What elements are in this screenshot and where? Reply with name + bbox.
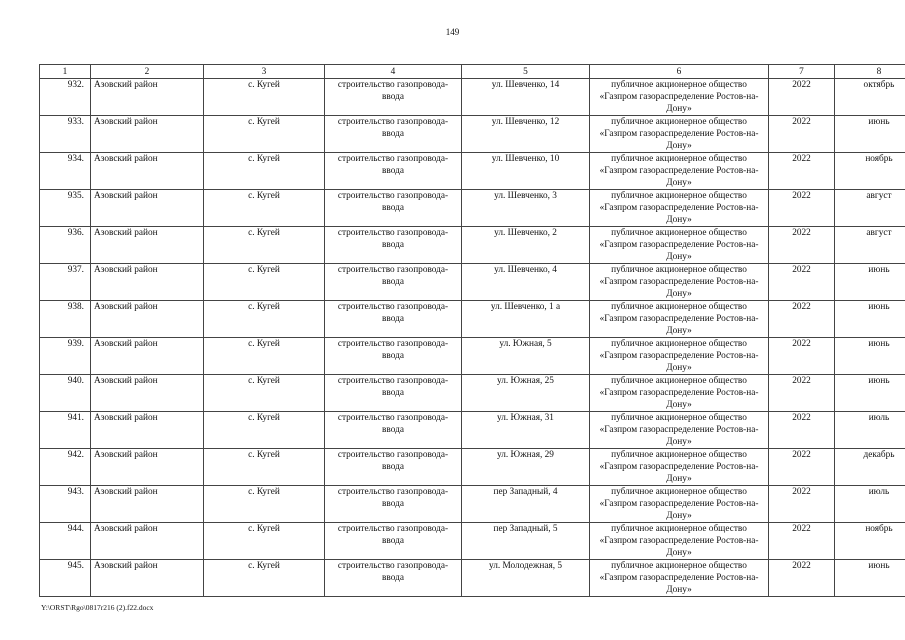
settlement-cell: с. Кугей	[204, 338, 325, 375]
year-cell: 2022	[769, 301, 835, 338]
month-cell: июль	[835, 412, 905, 449]
month-cell: июнь	[835, 338, 905, 375]
settlement-cell: с. Кугей	[204, 264, 325, 301]
address-cell: ул. Шевченко, 1 а	[462, 301, 590, 338]
address-cell: ул. Шевченко, 3	[462, 190, 590, 227]
row-number: 944.	[40, 523, 91, 560]
row-number: 940.	[40, 375, 91, 412]
column-header: 4	[325, 65, 462, 79]
settlement-cell: с. Кугей	[204, 116, 325, 153]
column-header: 2	[91, 65, 204, 79]
row-number: 934.	[40, 153, 91, 190]
table-row	[40, 116, 905, 153]
month-cell: июнь	[835, 375, 905, 412]
table-body	[40, 79, 905, 597]
work-type-cell: строительство газопровода-ввода	[325, 412, 462, 449]
month-cell: август	[835, 227, 905, 264]
column-header: 7	[769, 65, 835, 79]
organization-cell: публичное акционерное общество «Газпром газораспределение Ростов-на-Дону»	[590, 227, 769, 264]
table-row	[40, 264, 905, 301]
district-cell: Азовский район	[91, 523, 204, 560]
address-cell: ул. Шевченко, 10	[462, 153, 590, 190]
month-cell: декабрь	[835, 449, 905, 486]
district-cell: Азовский район	[91, 79, 204, 116]
organization-cell: публичное акционерное общество «Газпром газораспределение Ростов-на-Дону»	[590, 153, 769, 190]
table-row	[40, 153, 905, 190]
month-cell: ноябрь	[835, 523, 905, 560]
organization-cell: публичное акционерное общество «Газпром газораспределение Ростов-на-Дону»	[590, 375, 769, 412]
address-cell: ул. Шевченко, 12	[462, 116, 590, 153]
row-number: 936.	[40, 227, 91, 264]
district-cell: Азовский район	[91, 301, 204, 338]
work-type-cell: строительство газопровода-ввода	[325, 523, 462, 560]
month-cell: июнь	[835, 264, 905, 301]
row-number: 935.	[40, 190, 91, 227]
month-cell: июнь	[835, 560, 905, 597]
row-number: 938.	[40, 301, 91, 338]
row-number: 945.	[40, 560, 91, 597]
organization-cell: публичное акционерное общество «Газпром газораспределение Ростов-на-Дону»	[590, 523, 769, 560]
month-cell: ноябрь	[835, 153, 905, 190]
year-cell: 2022	[769, 412, 835, 449]
table-row	[40, 375, 905, 412]
district-cell: Азовский район	[91, 560, 204, 597]
year-cell: 2022	[769, 227, 835, 264]
year-cell: 2022	[769, 190, 835, 227]
column-header: 5	[462, 65, 590, 79]
year-cell: 2022	[769, 486, 835, 523]
district-cell: Азовский район	[91, 227, 204, 264]
address-cell: ул. Молодежная, 5	[462, 560, 590, 597]
settlement-cell: с. Кугей	[204, 227, 325, 264]
column-header: 3	[204, 65, 325, 79]
organization-cell: публичное акционерное общество «Газпром газораспределение Ростов-на-Дону»	[590, 412, 769, 449]
address-cell: пер Западный, 4	[462, 486, 590, 523]
year-cell: 2022	[769, 153, 835, 190]
work-type-cell: строительство газопровода-ввода	[325, 375, 462, 412]
work-type-cell: строительство газопровода-ввода	[325, 486, 462, 523]
month-cell: июнь	[835, 301, 905, 338]
year-cell: 2022	[769, 116, 835, 153]
work-type-cell: строительство газопровода-ввода	[325, 227, 462, 264]
table-row	[40, 449, 905, 486]
settlement-cell: с. Кугей	[204, 560, 325, 597]
address-cell: ул. Южная, 5	[462, 338, 590, 375]
year-cell: 2022	[769, 79, 835, 116]
row-number: 941.	[40, 412, 91, 449]
work-type-cell: строительство газопровода-ввода	[325, 560, 462, 597]
table-row	[40, 190, 905, 227]
district-cell: Азовский район	[91, 375, 204, 412]
organization-cell: публичное акционерное общество «Газпром газораспределение Ростов-на-Дону»	[590, 79, 769, 116]
organization-cell: публичное акционерное общество «Газпром газораспределение Ростов-на-Дону»	[590, 301, 769, 338]
table-row	[40, 301, 905, 338]
column-header: 8	[835, 65, 905, 79]
year-cell: 2022	[769, 560, 835, 597]
row-number: 942.	[40, 449, 91, 486]
district-cell: Азовский район	[91, 338, 204, 375]
table-row	[40, 486, 905, 523]
address-cell: ул. Шевченко, 4	[462, 264, 590, 301]
address-cell: ул. Южная, 31	[462, 412, 590, 449]
table-row	[40, 227, 905, 264]
settlement-cell: с. Кугей	[204, 79, 325, 116]
month-cell: июль	[835, 486, 905, 523]
settlement-cell: с. Кугей	[204, 412, 325, 449]
settlement-cell: с. Кугей	[204, 153, 325, 190]
settlement-cell: с. Кугей	[204, 523, 325, 560]
row-number: 939.	[40, 338, 91, 375]
district-cell: Азовский район	[91, 153, 204, 190]
organization-cell: публичное акционерное общество «Газпром газораспределение Ростов-на-Дону»	[590, 190, 769, 227]
month-cell: август	[835, 190, 905, 227]
table-row	[40, 338, 905, 375]
table-row	[40, 523, 905, 560]
year-cell: 2022	[769, 375, 835, 412]
row-number: 933.	[40, 116, 91, 153]
work-type-cell: строительство газопровода-ввода	[325, 79, 462, 116]
organization-cell: публичное акционерное общество «Газпром газораспределение Ростов-на-Дону»	[590, 449, 769, 486]
work-type-cell: строительство газопровода-ввода	[325, 338, 462, 375]
address-cell: ул. Шевченко, 14	[462, 79, 590, 116]
column-header: 1	[40, 65, 91, 79]
organization-cell: публичное акционерное общество «Газпром газораспределение Ростов-на-Дону»	[590, 264, 769, 301]
header-row	[40, 65, 905, 79]
work-type-cell: строительство газопровода-ввода	[325, 190, 462, 227]
district-cell: Азовский район	[91, 190, 204, 227]
table-row	[40, 79, 905, 116]
row-number: 932.	[40, 79, 91, 116]
year-cell: 2022	[769, 264, 835, 301]
work-type-cell: строительство газопровода-ввода	[325, 264, 462, 301]
organization-cell: публичное акционерное общество «Газпром газораспределение Ростов-на-Дону»	[590, 486, 769, 523]
table-row	[40, 412, 905, 449]
organization-cell: публичное акционерное общество «Газпром газораспределение Ростов-на-Дону»	[590, 560, 769, 597]
year-cell: 2022	[769, 523, 835, 560]
address-cell: ул. Шевченко, 2	[462, 227, 590, 264]
work-type-cell: строительство газопровода-ввода	[325, 449, 462, 486]
table-row	[40, 560, 905, 597]
work-type-cell: строительство газопровода-ввода	[325, 116, 462, 153]
settlement-cell: с. Кугей	[204, 190, 325, 227]
district-cell: Азовский район	[91, 449, 204, 486]
year-cell: 2022	[769, 338, 835, 375]
registry-table	[39, 64, 905, 597]
work-type-cell: строительство газопровода-ввода	[325, 301, 462, 338]
district-cell: Азовский район	[91, 412, 204, 449]
settlement-cell: с. Кугей	[204, 301, 325, 338]
row-number: 943.	[40, 486, 91, 523]
footer-file-path: Y:\ORST\Rgo\0817r216 (2).f22.docx	[41, 603, 154, 612]
settlement-cell: с. Кугей	[204, 486, 325, 523]
settlement-cell: с. Кугей	[204, 449, 325, 486]
month-cell: июнь	[835, 116, 905, 153]
work-type-cell: строительство газопровода-ввода	[325, 153, 462, 190]
organization-cell: публичное акционерное общество «Газпром газораспределение Ростов-на-Дону»	[590, 116, 769, 153]
row-number: 937.	[40, 264, 91, 301]
organization-cell: публичное акционерное общество «Газпром газораспределение Ростов-на-Дону»	[590, 338, 769, 375]
address-cell: ул. Южная, 29	[462, 449, 590, 486]
address-cell: ул. Южная, 25	[462, 375, 590, 412]
page-number: 149	[445, 27, 460, 37]
district-cell: Азовский район	[91, 486, 204, 523]
district-cell: Азовский район	[91, 116, 204, 153]
year-cell: 2022	[769, 449, 835, 486]
district-cell: Азовский район	[91, 264, 204, 301]
settlement-cell: с. Кугей	[204, 375, 325, 412]
month-cell: октябрь	[835, 79, 905, 116]
column-header: 6	[590, 65, 769, 79]
address-cell: пер Западный, 5	[462, 523, 590, 560]
